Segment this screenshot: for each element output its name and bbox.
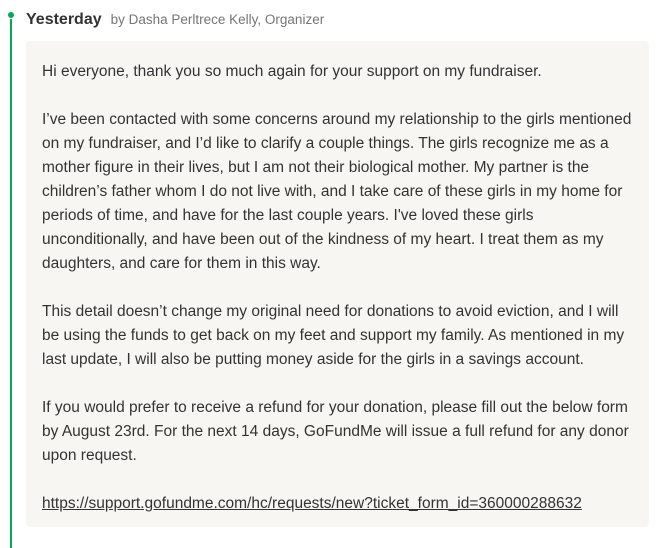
update-paragraph: This detail doesn’t change my original need for donations to avoid eviction, and I will be using the funds to get back on my feet and support my family. As mentioned in my last update, I will also be putting money aside for the girls in a savings account.: [42, 303, 625, 368]
update-author: by Dasha Perltrece Kelly, Organizer: [110, 12, 325, 27]
update-paragraph: Hi everyone, thank you so much again for your support on my fundraiser.: [42, 63, 542, 80]
update-date: Yesterday: [26, 11, 102, 28]
update-paragraph: I’ve been contacted with some concerns around my relationship to the girls mentioned on my fundraiser, and I’d like to clarify a couple things. The girls recognize me as a mother figure in their lives, but I am not their biological mother. My partner is the children’s father whom I do not live with, and I take care of these girls in my home for periods of time, and have for the last couple years. I've loved these girls unconditionally, and have been out of the kindness of my heart. I treat them as my daughters, and care for them in this way.: [42, 111, 632, 272]
timeline-dot: [8, 12, 14, 18]
refund-form-link[interactable]: https://support.gofundme.com/hc/requests/new?ticket_form_id=360000288632: [42, 495, 582, 512]
refund-link-paragraph: [42, 492, 633, 516]
timeline-line: [10, 19, 12, 548]
update-card: [26, 41, 649, 527]
update-header: [26, 11, 324, 29]
update-paragraph: If you would prefer to receive a refund for your donation, please fill out the below form by August 23rd. For the next 14 days, GoFundMe will issue a full refund for any donor upon request.: [42, 399, 629, 464]
